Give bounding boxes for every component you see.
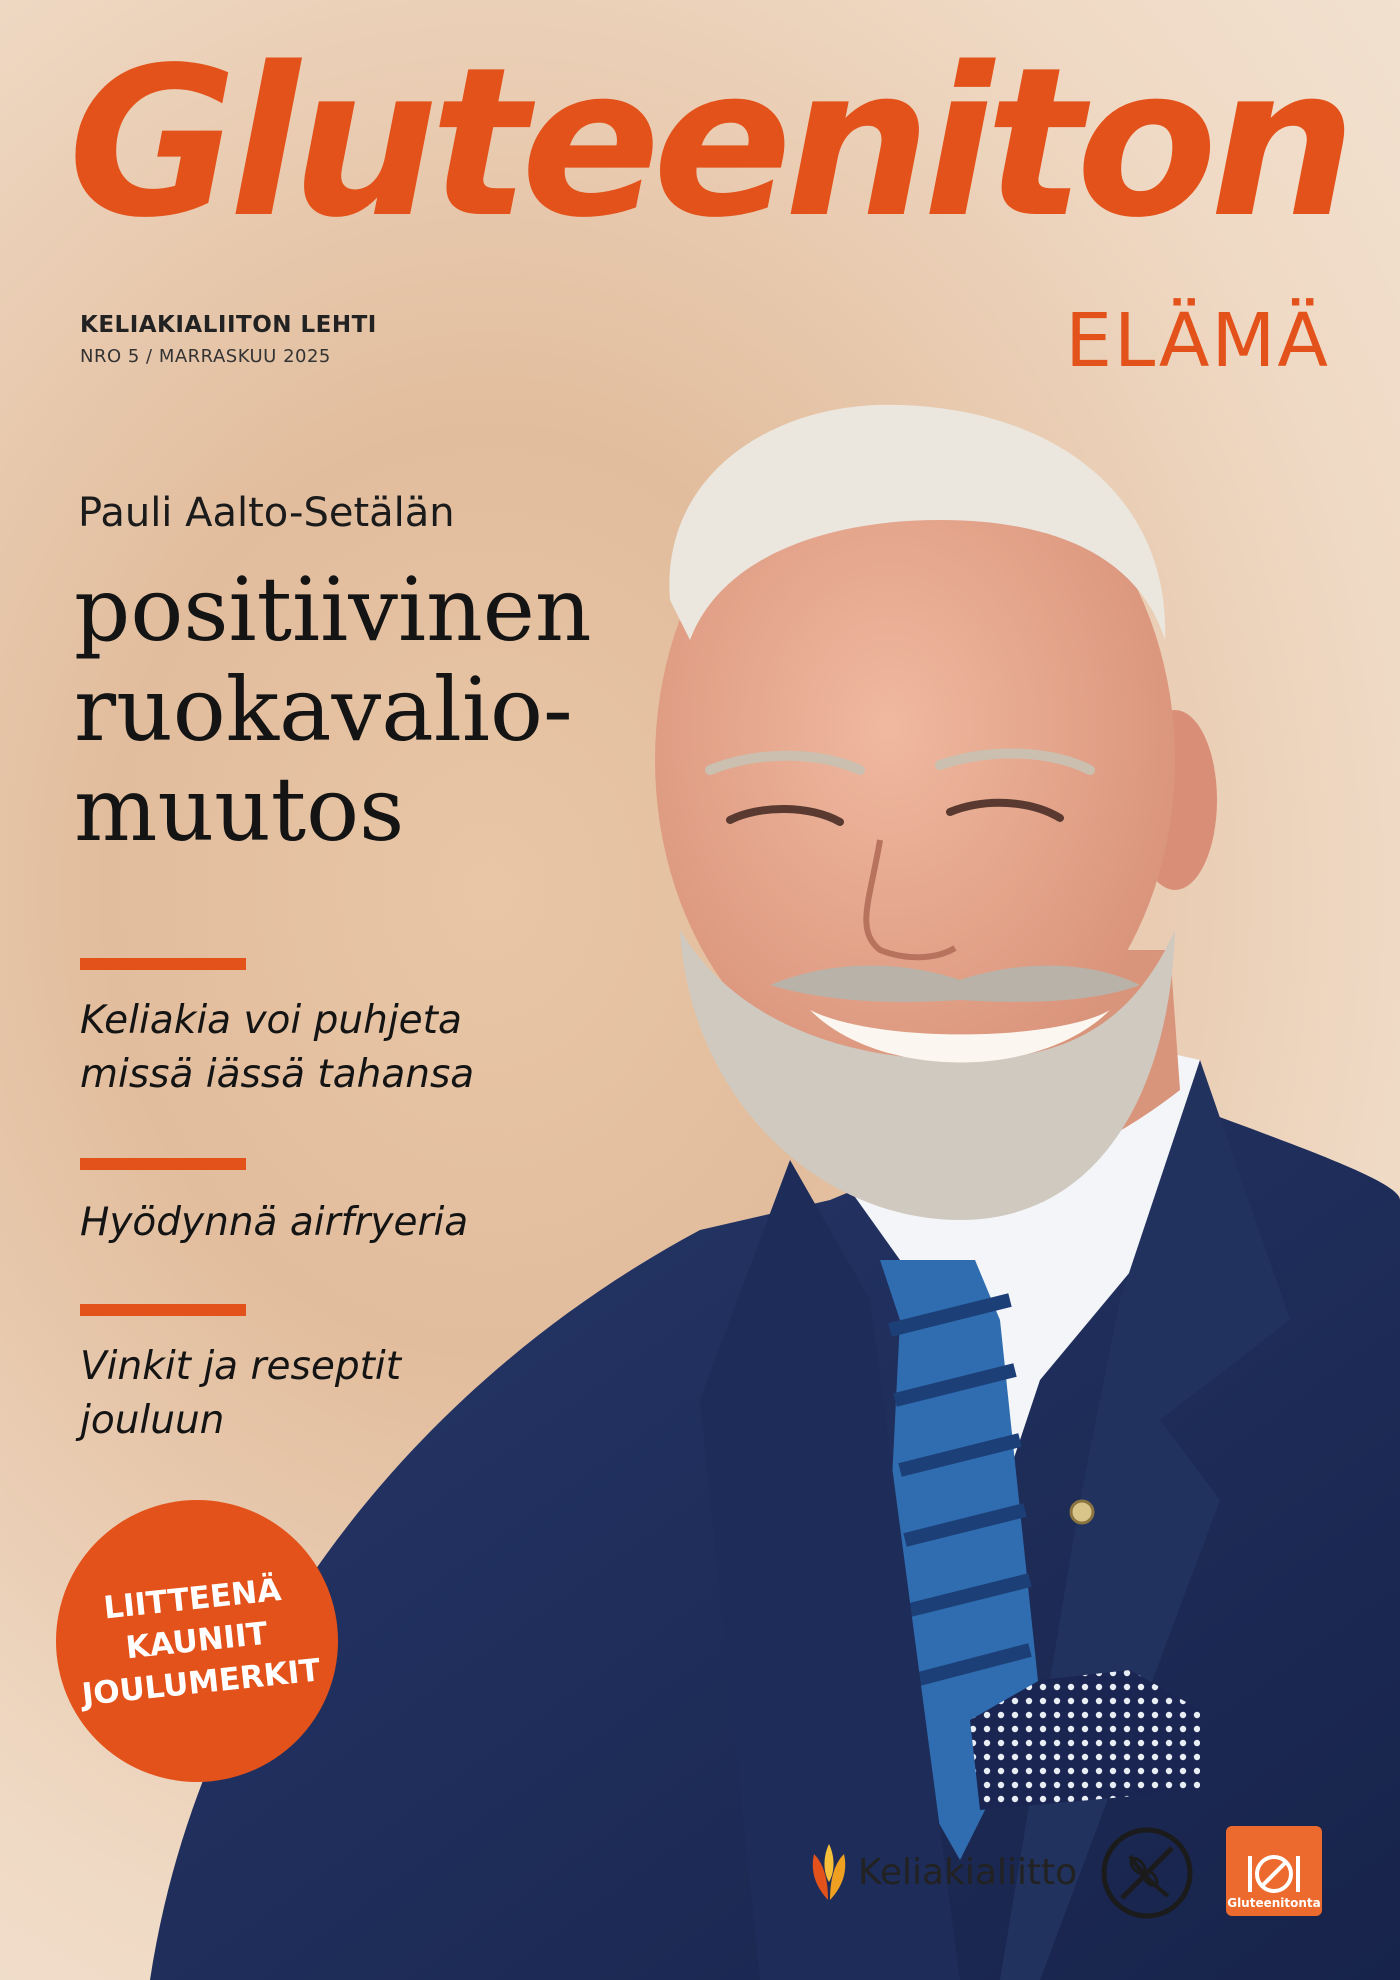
teaser-line: Hyödynnä airfryeria (80, 1200, 469, 1245)
gluteenitonta-logo (1226, 1826, 1322, 1916)
teaser-age (80, 994, 600, 1102)
badge-line: JOULUMERKIT (80, 1652, 323, 1714)
issue-label: NRO 5 / MARRASKUU 2025 (80, 346, 331, 367)
teaser-divider (80, 1158, 246, 1170)
supplement-badge-text (71, 1566, 322, 1716)
masthead-title: Gluteeniton (68, 23, 1349, 263)
cutlery-icon (1244, 1852, 1304, 1896)
teaser-divider (80, 958, 246, 970)
badge-line: KAUNIIT (124, 1615, 270, 1667)
headline-line: muutos (74, 758, 405, 861)
crossed-grain-icon (1100, 1826, 1194, 1920)
masthead-subtitle: ELÄMÄ (1065, 298, 1330, 384)
teaser-divider (80, 1304, 246, 1316)
teaser-line: Vinkit ja reseptit (80, 1344, 401, 1389)
teaser-line: jouluun (80, 1398, 225, 1443)
headline-line: positiivinen (74, 558, 592, 661)
teaser-christmas (80, 1340, 600, 1448)
headline-line: ruokavalio- (74, 658, 573, 761)
cover-story-headline (74, 560, 634, 860)
keliakialiitto-logo (806, 1842, 1077, 1902)
badge-line: LIITTEENÄ (102, 1572, 284, 1627)
supplement-badge (56, 1500, 338, 1782)
teaser-airfryer (80, 1196, 600, 1250)
wheat-leaf-icon (806, 1842, 852, 1902)
publisher-label: KELIAKIALIITON LEHTI (80, 312, 377, 338)
gluteenitonta-label: Gluteenitonta (1227, 1896, 1321, 1910)
cover-story-kicker: Pauli Aalto-Setälän (78, 490, 455, 536)
keliakialiitto-label: Keliakialiitto (858, 1851, 1078, 1893)
teaser-line: missä iässä tahansa (80, 1052, 475, 1097)
teaser-line: Keliakia voi puhjeta (80, 998, 462, 1043)
